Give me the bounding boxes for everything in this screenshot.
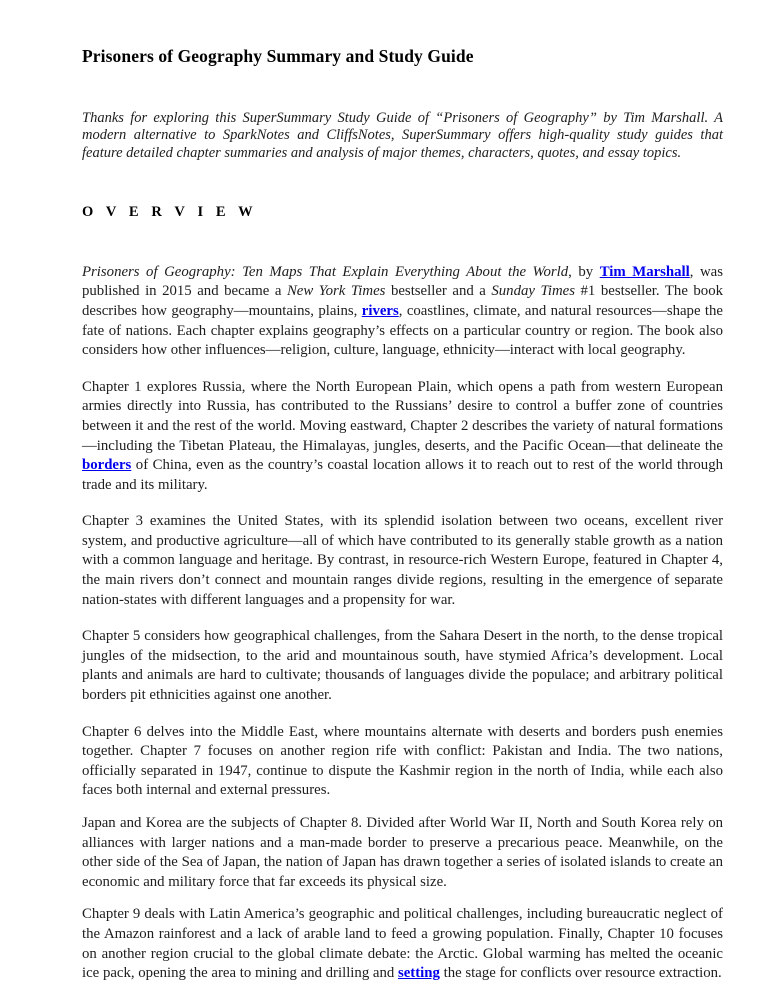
- overview-paragraph-3: Chapter 3 examines the United States, with its splendid isolation between two oceans, excellent river system, and productive agriculture—all of which have contributed to its generally stable growth as a nation with a common language and heritage. By contrast, in resource-rich Western Europe, featured in Chapter 4, the main rivers don’t connect and mountain ranges divide regions, resulting in the emergence of separate nation-states with different languages and a propensity for war.: [82, 513, 723, 608]
- link-setting[interactable]: setting: [397, 965, 440, 982]
- link-borders[interactable]: borders: [82, 457, 132, 474]
- book-title-italic: Prisoners of Geography: Ten Maps That Explain Everything About the World: [82, 263, 569, 280]
- text-run: , coastlines, climate, and natural resources—shape the fate of nations. Each chapter explains geography’s effects on a particular country or region. The book also considers how other influences—religion, culture, language, ethnicity—interact with local geography.: [82, 302, 723, 359]
- text-run: , was published in 2015 and became a: [82, 263, 723, 300]
- page-title: Prisoners of Geography Summary and Study Guide: [82, 46, 474, 66]
- text-run: bestseller and a: [385, 283, 492, 300]
- intro-note: Thanks for exploring this SuperSummary Study Guide of “Prisoners of Geography” by Tim Marshall. A modern alternative to SparkNotes and CliffsNotes, SuperSummary offers high-quality study guides that feature detailed chapter summaries and analysis of major themes, characters, quotes, and essay topics.: [82, 109, 723, 161]
- text-run: of China, even as the country’s coastal location allows it to reach out to rest of the world through trade and its military.: [82, 457, 723, 493]
- publication-new-york-times: New York Times: [286, 283, 386, 300]
- overview-paragraph-7: [82, 905, 723, 983]
- link-tim-marshall[interactable]: Tim Marshall: [599, 263, 690, 280]
- document-content: [82, 46, 723, 984]
- link-rivers[interactable]: rivers: [361, 302, 399, 319]
- text-run: the stage for conflicts over resource extraction.: [439, 965, 722, 982]
- spacer: [82, 68, 723, 110]
- publication-sunday-times: Sunday Times: [491, 283, 575, 300]
- overview-paragraph-5: Chapter 6 delves into the Middle East, where mountains alternate with deserts and borders push enemies together. Chapter 7 focuses on another region rife with conflict: Pakistan and India. The two nations, officially separated in 1947, continue to dispute the Kashmir region in the north of India, while each also faces both internal and external pressures.: [82, 723, 723, 799]
- section-heading-overview: O V E R V I E W: [82, 204, 258, 221]
- overview-paragraph-2: [82, 378, 723, 496]
- text-run: , by: [568, 263, 600, 280]
- text-run: Chapter 1 explores Russia, where the North European Plain, which opens a path from western European armies directly into Russia, has contributed to the Russians’ desire to control a buffer zone of countries between it and the rest of the world. Moving eastward, Chapter 2 describes the variety of natural formations—including the Tibetan Plateau, the Himalayas, jungles, deserts, and the Pacific Ocean—that delineate the: [82, 378, 723, 454]
- spacer: [82, 162, 723, 204]
- text-run: Chapter 9 deals with Latin America’s geographic and political challenges, including bureaucratic neglect of the Amazon rainforest and a lack of arable land to feed a growing population. Finally, Chapter 10 focuses on another region crucial to the global climate debate: the Arctic. Global warming has melted the oceanic ice pack, opening the area to mining and drilling and: [82, 906, 723, 982]
- spacer: [82, 222, 723, 263]
- overview-paragraph-1: [82, 263, 723, 361]
- overview-paragraph-6: Japan and Korea are the subjects of Chapter 8. Divided after World War II, North and South Korea rely on alliances with larger nations and a man-made border to preserve a precarious peace. Meanwhile, on the other side of the Sea of Japan, the nation of Japan has drawn together a series of isolated islands to create an economic and military force that far exceeds its physical size.: [82, 815, 723, 890]
- overview-paragraph-4: Chapter 5 considers how geographical challenges, from the Sahara Desert in the north, to the dense tropical jungles of the midsection, to the arid and mountainous south, have stymied Africa’s development. Local plants and animals are hard to cultivate; thousands of languages divide the populace; and arbitrary political borders pit ethnicities against one another.: [82, 628, 723, 704]
- text-run: #1 bestseller. The book describes how geography—mountains, plains,: [82, 283, 724, 319]
